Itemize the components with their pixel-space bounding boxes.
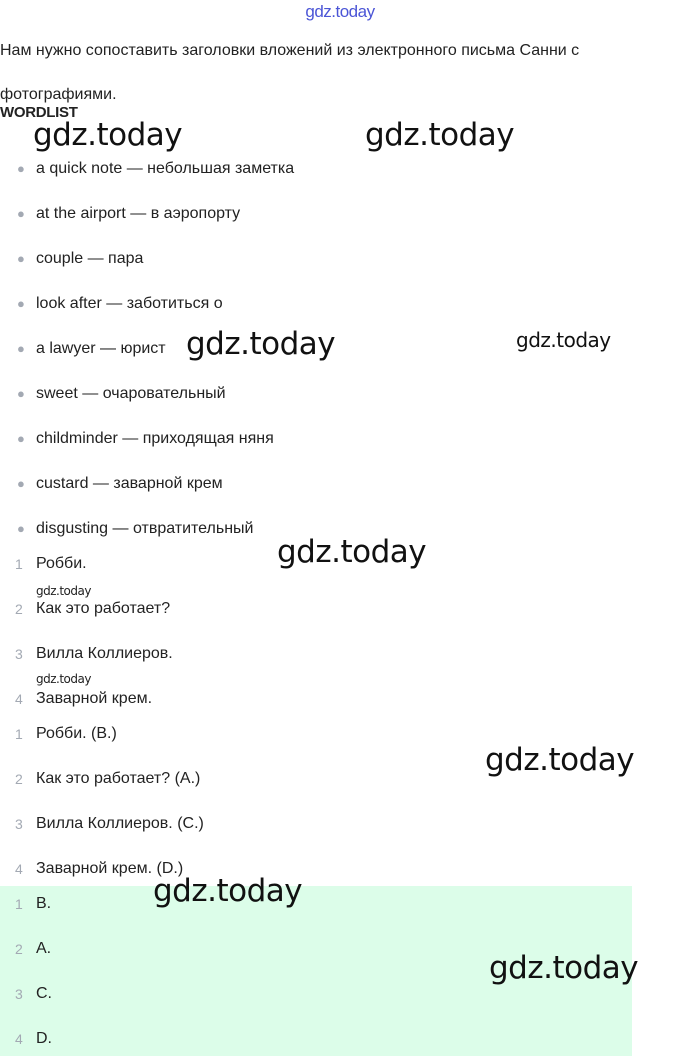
bullet-icon: ● (17, 206, 25, 221)
list-item (0, 971, 52, 1016)
wordlist-entry: look after — заботиться о (36, 294, 223, 312)
watermark: gdz.today (36, 584, 91, 598)
watermark: gdz.today (516, 328, 611, 352)
wordlist-entry: childminder — приходящая няня (36, 429, 274, 447)
bullet-icon: ● (17, 521, 25, 536)
item-text: Заварной крем. (D.) (36, 859, 184, 877)
list-item (0, 801, 204, 846)
item-text: Как это работает? (36, 599, 171, 617)
watermark: gdz.today (485, 742, 635, 778)
list-item (0, 371, 294, 416)
watermark: gdz.today (186, 326, 336, 362)
list-item (0, 881, 52, 926)
item-text: Робби. (36, 554, 87, 572)
list-item (0, 711, 204, 756)
item-number: 1 (15, 555, 23, 572)
item-number: 1 (15, 895, 23, 912)
list-item (0, 236, 294, 281)
item-text: D. (36, 1029, 52, 1047)
answer-list (0, 881, 52, 1061)
watermark: gdz.today (489, 950, 639, 986)
list-item (0, 281, 294, 326)
site-watermark-top: gdz.today (305, 2, 375, 21)
wordlist-entry: a quick note — небольшая заметка (36, 159, 295, 177)
item-number: 2 (15, 600, 23, 617)
item-number: 4 (15, 690, 23, 707)
list-item (0, 541, 173, 586)
matched-list (0, 711, 204, 891)
item-number: 4 (15, 1030, 23, 1047)
bullet-icon: ● (17, 251, 25, 266)
item-text: A. (36, 939, 52, 957)
item-number: 2 (15, 770, 23, 787)
wordlist-entry: at the airport — в аэропорту (36, 204, 241, 222)
bullet-icon: ● (17, 431, 25, 446)
wordlist-entry: custard — заварной крем (36, 474, 223, 492)
list-item (0, 631, 173, 676)
watermark: gdz.today (36, 672, 91, 686)
watermark: gdz.today (153, 873, 303, 909)
wordlist-heading: WORDLIST (0, 104, 78, 121)
item-text: Вилла Коллиеров. (C.) (36, 814, 204, 832)
bullet-icon: ● (17, 341, 25, 356)
wordlist-entry: sweet — очаровательный (36, 384, 226, 402)
watermark: gdz.today (277, 534, 427, 570)
item-text: Как это работает? (A.) (36, 769, 201, 787)
list-item (0, 926, 52, 971)
list-item (0, 191, 294, 236)
bullet-icon: ● (17, 476, 25, 491)
watermark: gdz.today (33, 117, 183, 153)
intro-text: Нам нужно сопоставить заголовки вложений из электронного письма Санни с фотографиями. (0, 42, 580, 103)
item-text: Заварной крем. (36, 689, 153, 707)
item-number: 3 (15, 985, 23, 1002)
item-number: 2 (15, 940, 23, 957)
list-item (0, 416, 294, 461)
item-text: Вилла Коллиеров. (36, 644, 173, 662)
list-item (0, 461, 294, 506)
item-number: 4 (15, 860, 23, 877)
headings-list (0, 541, 173, 721)
item-number: 3 (15, 645, 23, 662)
wordlist-entry: a lawyer — юрист (36, 339, 166, 357)
bullet-icon: ● (17, 296, 25, 311)
item-text: Робби. (B.) (36, 724, 117, 742)
item-number: 3 (15, 815, 23, 832)
watermark: gdz.today (365, 117, 515, 153)
bullet-icon: ● (17, 161, 25, 176)
item-number: 1 (15, 725, 23, 742)
wordlist-entry: couple — пара (36, 249, 144, 267)
bullet-icon: ● (17, 386, 25, 401)
list-item (0, 756, 204, 801)
wordlist-entry: disgusting — отвратительный (36, 519, 254, 537)
list-item (0, 1016, 52, 1061)
item-text: C. (36, 984, 52, 1002)
item-text: B. (36, 894, 52, 912)
